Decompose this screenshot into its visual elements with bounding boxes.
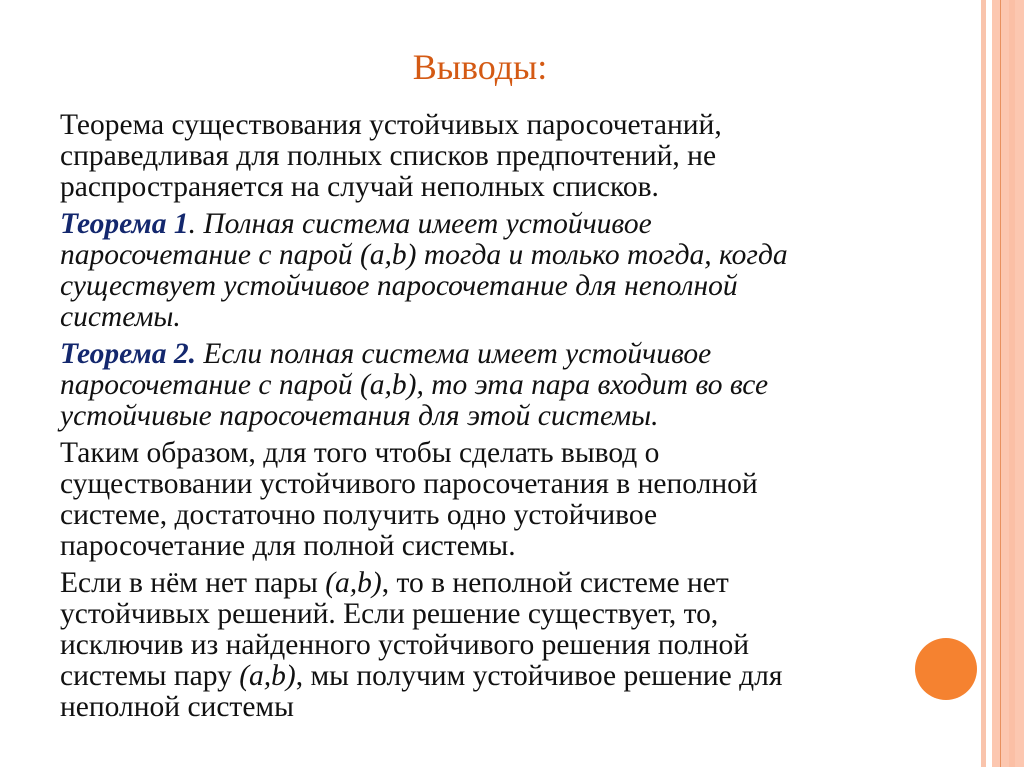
text-line: [60, 339, 960, 370]
theorem-label: Теорема 1: [60, 208, 189, 240]
text-line: Теорема существования устойчивых паросочетаний,: [60, 109, 722, 141]
text-line: [60, 568, 960, 599]
slide-body: [60, 110, 960, 729]
text-line: устойчивые паросочетания для этой системы.: [60, 400, 659, 432]
text-segment: Если полная система имеет устойчивое: [195, 338, 712, 370]
text-segment: , мы получим устойчивое решение для: [295, 660, 783, 692]
pair-ab: (a,b): [325, 567, 382, 599]
text-line: системе, достаточно получить одно устойчивое: [60, 499, 658, 531]
text-line: паросочетание с парой (a,b), то эта пара входит во все: [60, 369, 769, 401]
theorem-label: Теорема 2.: [60, 338, 196, 370]
text-line: паросочетание с парой (a,b) тогда и только тогда, когда: [60, 239, 788, 271]
theorem-2: [60, 339, 960, 432]
text-segment: Если в нём нет пары: [60, 567, 326, 599]
text-line: существует устойчивое паросочетание для неполной: [60, 270, 738, 302]
text-line: паросочетание для полной системы.: [60, 530, 516, 562]
border-stripe: [992, 0, 1024, 767]
text-line: исключив из найденного устойчивого решения полной: [60, 629, 750, 661]
text-line: неполной системы: [60, 691, 294, 723]
text-line: системы.: [60, 301, 181, 333]
text-line: существовании устойчивого паросочетания в неполной: [60, 468, 758, 500]
text-line: распространяется на случай неполных списков.: [60, 171, 659, 203]
decorative-orange-circle: [915, 638, 977, 700]
text-line: Таким образом, для того чтобы сделать вывод о: [60, 437, 660, 469]
text-line: [60, 209, 960, 240]
text-segment: , то в неполной системе нет: [381, 567, 729, 599]
border-stripe: [1009, 0, 1015, 767]
text-line: справедливая для полных списков предпочтений, не: [60, 140, 717, 172]
theorem-1: [60, 209, 960, 333]
pair-ab: (a,b): [239, 660, 296, 692]
paragraph-final: [60, 568, 960, 723]
text-segment: системы пару: [60, 660, 240, 692]
border-stripe: [981, 0, 986, 767]
text-segment: . Полная система имеет устойчивое: [188, 208, 652, 240]
border-stripe: [1000, 0, 1001, 767]
text-line: устойчивых решений. Если решение существует, то,: [60, 598, 719, 630]
text-line: [60, 661, 960, 692]
paragraph-conclusion: [60, 438, 960, 562]
paragraph-intro: [60, 110, 960, 203]
slide-title: Выводы:: [412, 47, 548, 87]
